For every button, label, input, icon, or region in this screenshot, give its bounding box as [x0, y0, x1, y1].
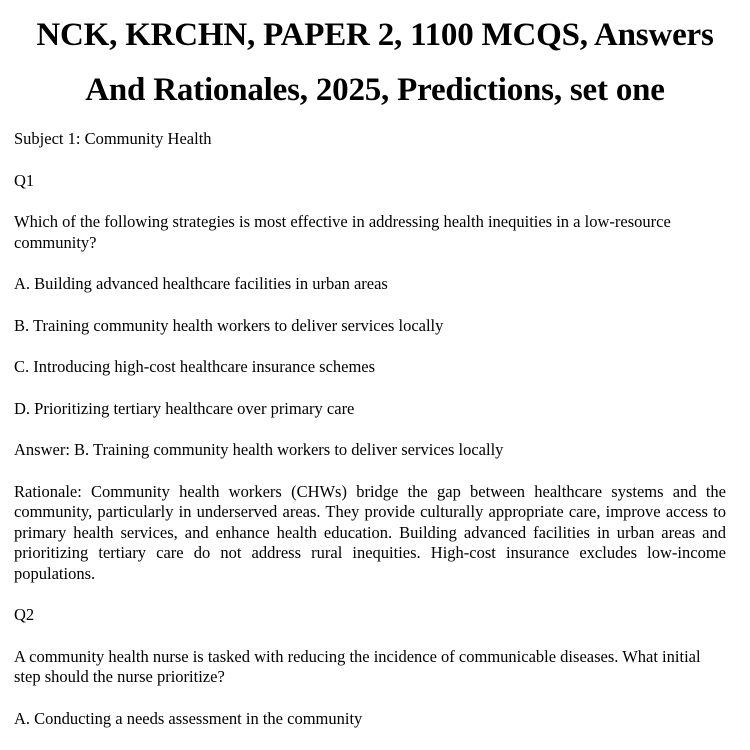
document-title	[14, 8, 726, 118]
answer-q1: Answer: B. Training community health workers to deliver services locally	[14, 440, 504, 459]
option-q1-d: D. Prioritizing tertiary healthcare over primary care	[14, 398, 355, 418]
subject-heading: Subject 1: Community Health	[14, 129, 212, 148]
rationale-q1: Rationale: Community health workers (CHWs) bridge the gap between healthcare systems and the community, particularly in underserved areas. They provide culturally appropriate care, improve access to primary health services, and enhance health education. Building advanced facilities in urban areas and prioritizing tertiary care do not address rural inequities. High-cost insurance excludes low-income populations.	[14, 481, 726, 583]
option-q1-c: C. Introducing high-cost healthcare insurance schemes	[14, 357, 376, 376]
question-label-q1: Q1	[14, 170, 35, 190]
title-line-2: And Rationales, 2025, Predictions, set one	[85, 72, 665, 108]
option-q1-a: A. Building advanced healthcare facilities in urban areas	[14, 274, 388, 293]
question-label-q2: Q2	[14, 605, 35, 624]
option-q2-a: A. Conducting a needs assessment in the community	[14, 708, 363, 728]
title-line-1: NCK, KRCHN, PAPER 2, 1100 MCQS, Answers	[36, 17, 714, 53]
question-text-q2: A community health nurse is tasked with reducing the incidence of communicable diseases. What initial step should the nurse prioritize?	[14, 646, 701, 686]
option-q1-b: B. Training community health workers to deliver services locally	[14, 315, 444, 335]
question-text-q1: Which of the following strategies is most effective in addressing health inequities in a low-resource community?	[14, 212, 671, 252]
